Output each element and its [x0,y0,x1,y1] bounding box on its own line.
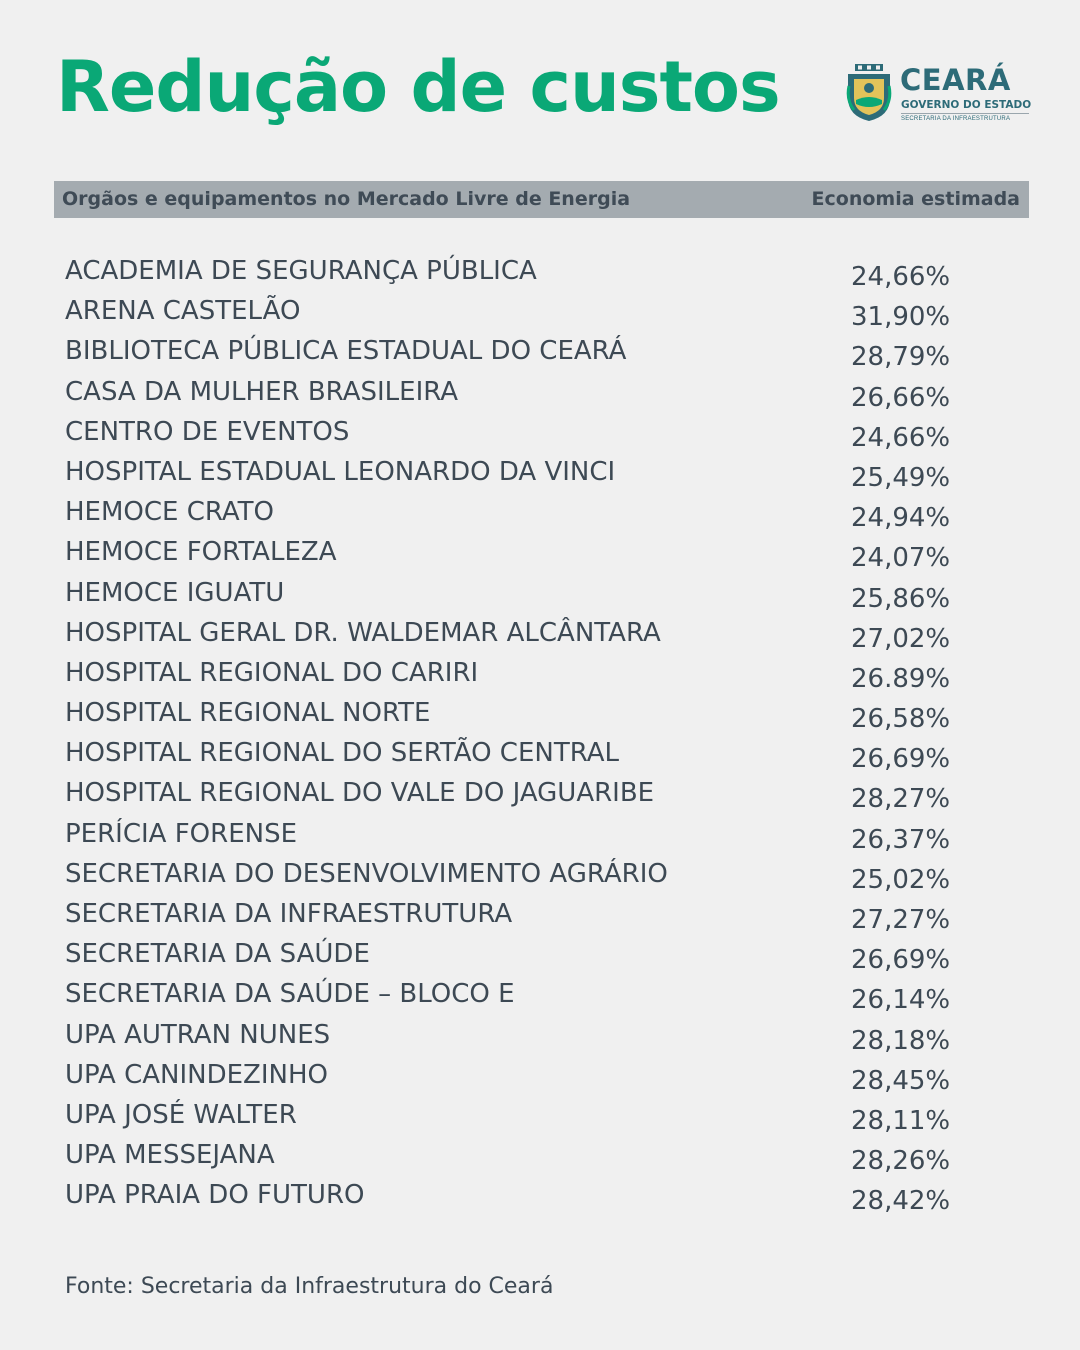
table-header [54,181,1029,218]
organ-name: CENTRO DE EVENTOS [65,416,350,447]
ceara-government-logo [846,64,1036,126]
savings-value: 24,66% [851,422,951,453]
table-row [0,774,1080,814]
organ-name: UPA MESSEJANA [65,1140,275,1171]
table-row [0,533,1080,573]
savings-value: 26,58% [851,704,951,735]
organ-name: UPA PRAIA DO FUTURO [65,1180,365,1211]
organ-name: SECRETARIA DA SAÚDE [65,939,370,970]
logo-department: SECRETARIA DA INFRAESTRUTURA [901,116,1011,122]
organ-name: UPA AUTRAN NUNES [65,1019,331,1050]
table-row [0,1056,1080,1096]
organ-name: SECRETARIA DA INFRAESTRUTURA [65,899,513,929]
savings-value: 24,66% [851,262,951,292]
savings-value: 26,14% [851,985,951,1016]
savings-value: 26,66% [851,382,951,413]
organ-name: HOSPITAL REGIONAL DO VALE DO JAGUARIBE [65,778,655,809]
savings-value: 28,42% [851,1186,951,1217]
table-row [0,614,1080,654]
organ-name: UPA CANINDEZINHO [65,1059,328,1090]
table-row [0,1176,1080,1216]
savings-value: 28,26% [851,1146,951,1177]
table-row [0,975,1080,1015]
organ-name: BIBLIOTECA PÚBLICA ESTADUAL DO CEARÁ [65,336,627,367]
table-row [0,373,1080,413]
header-organs: Orgãos e equipamentos no Mercado Livre de Energia [62,188,631,210]
organ-name: SECRETARIA DA SAÚDE – BLOCO E [65,979,515,1010]
table-row [0,292,1080,332]
savings-value: 28,79% [851,342,951,373]
table-row [0,734,1080,774]
page-title: Redução de custos [56,46,780,128]
organ-name: HEMOCE CRATO [65,497,275,528]
logo-divider [901,113,1029,114]
table-row [0,815,1080,855]
savings-value: 28,45% [851,1065,951,1096]
header-savings: Economia estimada [811,188,1020,210]
organ-name: HOSPITAL REGIONAL NORTE [65,698,431,729]
savings-value: 26,69% [851,945,951,976]
organ-name: HOSPITAL GERAL DR. WALDEMAR ALCÂNTARA [65,617,661,648]
table-row [0,1136,1080,1176]
table-row [0,895,1080,935]
ceara-coat-of-arms-icon [846,64,892,122]
organ-name: HEMOCE IGUATU [65,577,285,608]
savings-value: 26,69% [851,744,951,775]
organ-name: ARENA CASTELÃO [65,296,301,327]
savings-value: 26.89% [851,663,951,694]
table-row [0,493,1080,533]
logo-subtitle: GOVERNO DO ESTADO [901,99,1032,111]
savings-value: 25,86% [851,583,951,614]
savings-value: 28,27% [851,784,951,815]
organ-name: SECRETARIA DO DESENVOLVIMENTO AGRÁRIO [65,858,668,889]
source-note: Fonte: Secretaria da Infraestrutura do Ceará [65,1274,554,1299]
savings-value: 28,18% [851,1025,951,1056]
table-row [0,855,1080,895]
organ-name: HEMOCE FORTALEZA [65,537,337,568]
table-row [0,654,1080,694]
table-row [0,694,1080,734]
table-row [0,453,1080,493]
table-row [0,935,1080,975]
organ-name: HOSPITAL ESTADUAL LEONARDO DA VINCI [65,456,616,487]
organ-name: HOSPITAL REGIONAL DO SERTÃO CENTRAL [65,738,619,769]
organ-name: PERÍCIA FORENSE [65,818,298,849]
savings-value: 26,37% [851,824,951,855]
savings-table [0,252,1080,1217]
organ-name: CASA DA MULHER BRASILEIRA [65,376,459,407]
savings-value: 31,90% [851,302,951,333]
savings-value: 25,49% [851,462,951,493]
savings-value: 25,02% [851,864,951,895]
table-row [0,1016,1080,1056]
organ-name: ACADEMIA DE SEGURANÇA PÚBLICA [65,256,537,286]
table-row [0,332,1080,372]
organ-name: HOSPITAL REGIONAL DO CARIRI [65,657,479,688]
table-row [0,1096,1080,1136]
table-row [0,574,1080,614]
savings-value: 24,07% [851,543,951,574]
savings-value: 24,94% [851,503,951,534]
savings-value: 27,02% [851,623,951,654]
organ-name: UPA JOSÉ WALTER [65,1099,297,1130]
savings-value: 28,11% [851,1105,951,1136]
savings-value: 27,27% [851,905,951,935]
table-row [0,252,1080,292]
logo-brand: CEARÁ [900,63,1011,97]
table-row [0,413,1080,453]
